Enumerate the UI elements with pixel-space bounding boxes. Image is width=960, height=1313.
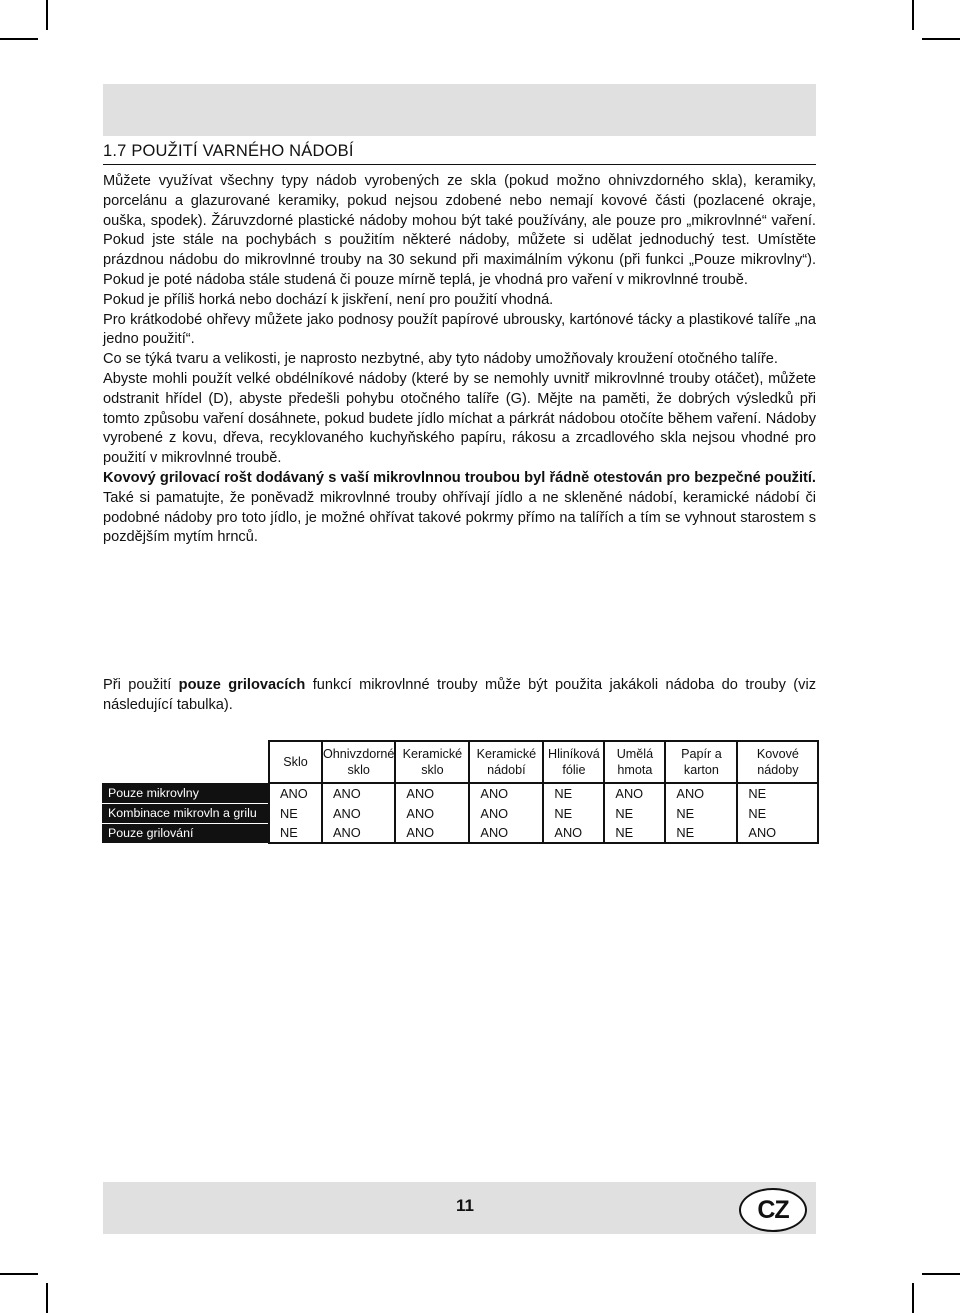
grill-only-before: Při použití (103, 677, 179, 693)
table-cell: ANO (395, 823, 469, 843)
table-cell: NE (737, 783, 818, 803)
language-badge (739, 1188, 807, 1232)
large-dish-paragraph: Abyste mohli použít velké obdélníkové nádoby (které by se nemohly uvnitř mikrovlnné trouby otáčet), můžete odstranit hřídel (D), abyste předešli pohybu otočného talíře (G). Mějte na paměti, že dobrých výsledků při tomto způsobu vaření dosáhnete, pokud budete jídlo míchat a párkrát nádobou otočíte během vaření. Nádoby vyrobené z kovu, dřeva, recyklovaného kuchyňského papíru, rákosu a zrcadlového skla nejsou vhodné pro použití v mikrovlnné troubě. (103, 370, 816, 467)
table-header-cell: Keramické sklo (395, 741, 469, 783)
table-cell: ANO (737, 823, 818, 843)
table-cell: ANO (322, 823, 395, 843)
spark-paragraph: Pokud je příliš horká nebo dochází k jiskření, není pro použití vhodná. (103, 291, 554, 308)
table-header-cell: Ohnivzdorné sklo (322, 741, 395, 783)
intro-paragraph: Můžete využívat všechny typy nádob vyrobených ze skla (pokud možno ohnivzdorného skla), keramiky, porcelánu a glazurované keramiky, pokud nejsou zdobené nebo nemají kovové části (pozlacené okraje, ouška, spodek). Žáruvzdorné plastické nádoby mohou být také používány, ale pouze pro „mikrovlnné“ vaření. Pokud jste stále na pochybách s použitím některé nádoby, můžete si udělat jednoduchý test. Umístěte prázdnou nádobu do mikrovlnné trouby na 30 sekund při maximálním výkonu (při funkci „Pouze mikrovlny“). Pokud je poté nádoba stále studená či pouze mírně teplá, je vhodná pro vaření v mikrovlnné troubě. (103, 173, 816, 288)
crop-mark-bottom-left-h (0, 1273, 38, 1275)
table-cell: NE (604, 803, 665, 823)
table-cell: ANO (395, 783, 469, 803)
table-header-cell: Hliníková fólie (543, 741, 604, 783)
table-cell: NE (737, 803, 818, 823)
table-cell: ANO (604, 783, 665, 803)
grill-rack-paragraph (103, 469, 816, 548)
crop-mark-bottom-left-v (46, 1283, 48, 1313)
table-cell: ANO (665, 783, 737, 803)
table-cell: NE (269, 823, 322, 843)
crop-mark-top-left-v (46, 0, 48, 30)
table-cell: NE (543, 783, 604, 803)
table-row (102, 783, 818, 803)
table-row-label: Pouze mikrovlny (102, 783, 269, 803)
table-corner (102, 741, 269, 783)
shape-paragraph: Co se týká tvaru a velikosti, je naprosto nezbytné, aby tyto nádoby umožňovaly kroužení otočného talíře. (103, 351, 778, 368)
table-row (102, 823, 818, 843)
table-header-cell: Umělá hmota (604, 741, 665, 783)
grill-only-paragraph (103, 676, 816, 716)
table-cell: ANO (395, 803, 469, 823)
crop-mark-top-right-v (912, 0, 914, 30)
table-row-label: Pouze grilování (102, 823, 269, 843)
crop-mark-top-left-h (0, 38, 38, 40)
table-row (102, 803, 818, 823)
table-cell: NE (665, 803, 737, 823)
page-number: 11 (456, 1196, 474, 1215)
crop-mark-top-right-h (922, 38, 960, 40)
language-code: CZ (757, 1195, 789, 1224)
table-cell: ANO (469, 823, 543, 843)
table-row-label: Kombinace mikrovln a grilu (102, 803, 269, 823)
table-cell: ANO (322, 803, 395, 823)
grill-only-after: funkcí mikrovlnné trouby může být použita jakákoli nádoba do trouby (viz následující tabulka). (103, 677, 816, 713)
table-cell: ANO (469, 803, 543, 823)
crop-mark-bottom-right-v (912, 1283, 914, 1313)
section-title: 1.7 POUŽITÍ VARNÉHO NÁDOBÍ (103, 141, 816, 165)
table-header-cell: Keramické nádobí (469, 741, 543, 783)
grill-rack-rest: Také si pamatujte, že poněvadž mikrovlnné trouby ohřívají jídlo a ne skleněné nádobí, keramické nádobí či podobné nádoby pro toto jídlo, je možné ohřívat takové pokrmy přímo na talířích a tím se vyhnout starostem s pozdějším mytím hrnců. (103, 489, 816, 546)
table-cell: ANO (469, 783, 543, 803)
grill-only-bold: pouze grilovacích (178, 677, 306, 693)
table-header-row (102, 741, 818, 783)
table-cell: ANO (322, 783, 395, 803)
table-header-cell: Kovové nádoby (737, 741, 818, 783)
body-text (103, 172, 816, 548)
table-cell: ANO (543, 823, 604, 843)
table-cell: NE (665, 823, 737, 843)
table-header-cell: Papír a karton (665, 741, 737, 783)
table-cell: NE (269, 803, 322, 823)
table-header-cell: Sklo (269, 741, 322, 783)
grill-rack-bold: Kovový grilovací rošt dodávaný s vaší mikrovlnnou troubou byl řádně otestován pro bezpečné použití. (103, 469, 816, 486)
crop-mark-bottom-right-h (922, 1273, 960, 1275)
paper-paragraph: Pro krátkodobé ohřevy můžete jako podnosy použít papírové ubrousky, kartónové tácky a plastikové talíře „na jedno použití“. (103, 311, 816, 348)
cookware-table (102, 740, 819, 844)
table-cell: NE (543, 803, 604, 823)
table-cell: ANO (269, 783, 322, 803)
table-cell: NE (604, 823, 665, 843)
header-band (103, 84, 816, 136)
